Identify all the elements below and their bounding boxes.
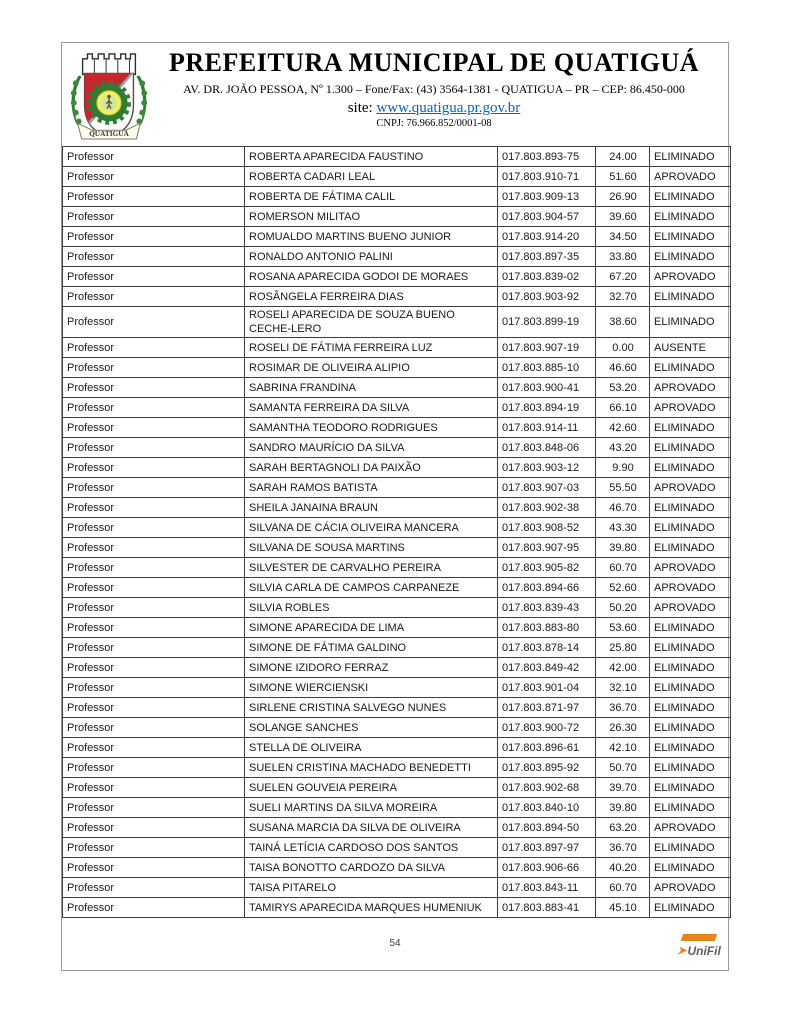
cell-candidate-name: ROSIMAR DE OLIVEIRA ALIPIO [245,358,498,378]
cell-status: ELIMINADO [650,287,731,307]
cell-score: 39.80 [596,798,650,818]
cell-position: Professor [63,207,245,227]
unifil-logo-text: UniFil [687,944,721,958]
cell-score: 46.60 [596,358,650,378]
cell-position: Professor [63,798,245,818]
cell-score: 60.70 [596,558,650,578]
cell-candidate-name: TAMIRYS APARECIDA MARQUES HUMENIUK [245,898,498,918]
cell-score: 39.60 [596,207,650,227]
cell-position: Professor [63,738,245,758]
cell-document-number: 017.803.839-02 [498,267,596,287]
site-label: site: [347,100,373,116]
document-page [61,42,729,971]
cell-document-number: 017.803.914-20 [498,227,596,247]
cell-candidate-name: SUELEN GOUVEIA PEREIRA [245,778,498,798]
cnpj-line: CNPJ: 76.966.852/0001-08 [376,118,492,129]
table-row [63,738,731,758]
cell-score: 39.70 [596,778,650,798]
table-row [63,458,731,478]
cell-document-number: 017.803.903-92 [498,287,596,307]
cell-score: 55.50 [596,478,650,498]
cell-position: Professor [63,267,245,287]
table-row [63,618,731,638]
cell-document-number: 017.803.894-50 [498,818,596,838]
cell-document-number: 017.803.903-12 [498,458,596,478]
cell-candidate-name: SARAH RAMOS BATISTA [245,478,498,498]
table-row [63,418,731,438]
cell-position: Professor [63,458,245,478]
cell-document-number: 017.803.904-57 [498,207,596,227]
cell-status: ELIMINADO [650,538,731,558]
cell-score: 43.30 [596,518,650,538]
cell-status: ELIMINADO [650,307,731,338]
cell-document-number: 017.803.905-82 [498,558,596,578]
cell-status: ELIMINADO [650,358,731,378]
table-row [63,798,731,818]
cell-document-number: 017.803.848-06 [498,438,596,458]
cell-candidate-name: ROBERTA DE FÁTIMA CALIL [245,187,498,207]
table-row [63,578,731,598]
cell-score: 46.70 [596,498,650,518]
table-row [63,498,731,518]
cell-candidate-name: SARAH BERTAGNOLI DA PAIXÃO [245,458,498,478]
cell-candidate-name: SILVANA DE SOUSA MARTINS [245,538,498,558]
table-row [63,227,731,247]
cell-status: APROVADO [650,558,731,578]
cell-score: 60.70 [596,878,650,898]
cell-candidate-name: SAMANTA FERREIRA DA SILVA [245,398,498,418]
cell-document-number: 017.803.883-41 [498,898,596,918]
cell-document-number: 017.803.897-97 [498,838,596,858]
cell-document-number: 017.803.885-10 [498,358,596,378]
cell-document-number: 017.803.895-92 [498,758,596,778]
cell-candidate-name: TAINÁ LETÍCIA CARDOSO DOS SANTOS [245,838,498,858]
cell-status: ELIMINADO [650,698,731,718]
cell-candidate-name: ROBERTA CADARI LEAL [245,167,498,187]
cell-candidate-name: SIMONE IZIDORO FERRAZ [245,658,498,678]
cell-position: Professor [63,758,245,778]
cell-position: Professor [63,898,245,918]
cell-document-number: 017.803.897-35 [498,247,596,267]
cell-status: ELIMINADO [650,858,731,878]
table-row [63,758,731,778]
cell-score: 50.20 [596,598,650,618]
cell-document-number: 017.803.894-19 [498,398,596,418]
table-row [63,638,731,658]
cell-status: ELIMINADO [650,638,731,658]
cell-score: 67.20 [596,267,650,287]
cell-score: 0.00 [596,338,650,358]
cell-document-number: 017.803.849-42 [498,658,596,678]
table-row [63,478,731,498]
cell-document-number: 017.803.840-10 [498,798,596,818]
cell-position: Professor [63,498,245,518]
cell-position: Professor [63,418,245,438]
cell-document-number: 017.803.902-38 [498,498,596,518]
cell-document-number: 017.803.907-95 [498,538,596,558]
cell-position: Professor [63,187,245,207]
cell-position: Professor [63,538,245,558]
site-link[interactable]: www.quatigua.pr.gov.br [376,100,521,116]
cell-position: Professor [63,398,245,418]
cell-score: 24.00 [596,147,650,167]
cell-document-number: 017.803.907-03 [498,478,596,498]
table-row [63,718,731,738]
document-footer [62,922,728,970]
cell-document-number: 017.803.843-11 [498,878,596,898]
cell-position: Professor [63,678,245,698]
cell-score: 42.60 [596,418,650,438]
table-row [63,698,731,718]
cell-candidate-name: SUELI MARTINS DA SILVA MOREIRA [245,798,498,818]
table-row [63,398,731,418]
cell-score: 39.80 [596,538,650,558]
quatigua-coat-of-arms-icon [65,46,153,144]
cell-score: 36.70 [596,698,650,718]
cell-document-number: 017.803.899-19 [498,307,596,338]
cell-status: ELIMINADO [650,618,731,638]
cell-candidate-name: SANDRO MAURÍCIO DA SILVA [245,438,498,458]
cell-status: ELIMINADO [650,418,731,438]
cell-document-number: 017.803.878-14 [498,638,596,658]
cell-position: Professor [63,378,245,398]
table-row [63,878,731,898]
cell-status: APROVADO [650,878,731,898]
cell-status: ELIMINADO [650,678,731,698]
cell-score: 45.10 [596,898,650,918]
cell-document-number: 017.803.900-72 [498,718,596,738]
cell-position: Professor [63,878,245,898]
cell-document-number: 017.803.896-61 [498,738,596,758]
cell-position: Professor [63,227,245,247]
cell-position: Professor [63,618,245,638]
cell-position: Professor [63,598,245,618]
cell-position: Professor [63,147,245,167]
cell-position: Professor [63,818,245,838]
cell-score: 42.10 [596,738,650,758]
cell-position: Professor [63,578,245,598]
cell-score: 26.90 [596,187,650,207]
cell-position: Professor [63,307,245,338]
cell-candidate-name: RONALDO ANTONIO PALINI [245,247,498,267]
unifil-chevron-icon: ➤ [677,944,687,957]
site-line [150,99,718,117]
cell-position: Professor [63,478,245,498]
cell-status: APROVADO [650,598,731,618]
unifil-banner-icon [681,934,717,941]
cell-position: Professor [63,858,245,878]
cell-document-number: 017.803.914-11 [498,418,596,438]
cell-status: ELIMINADO [650,438,731,458]
cell-score: 32.70 [596,287,650,307]
cell-candidate-name: ROSELI APARECIDA DE SOUZA BUENO CECHE-LERO [245,307,498,338]
cell-status: ELIMINADO [650,227,731,247]
cell-position: Professor [63,778,245,798]
document-header [62,43,728,146]
cell-status: ELIMINADO [650,458,731,478]
cell-candidate-name: SIMONE WIERCIENSKI [245,678,498,698]
cell-candidate-name: TAISA PITARELO [245,878,498,898]
cell-score: 40.20 [596,858,650,878]
cell-score: 34.50 [596,227,650,247]
cell-document-number: 017.803.839-43 [498,598,596,618]
table-row [63,678,731,698]
cell-document-number: 017.803.883-80 [498,618,596,638]
cell-candidate-name: SOLANGE SANCHES [245,718,498,738]
cell-candidate-name: ROSÂNGELA FERREIRA DIAS [245,287,498,307]
crest-banner-text: QUATIGUÁ [89,129,129,139]
cell-candidate-name: SILVIA ROBLES [245,598,498,618]
cell-score: 51.60 [596,167,650,187]
cell-document-number: 017.803.910-71 [498,167,596,187]
page-title: PREFEITURA MUNICIPAL DE QUATIGUÁ [168,48,700,77]
cell-candidate-name: SABRINA FRANDINA [245,378,498,398]
cell-position: Professor [63,638,245,658]
cell-status: APROVADO [650,398,731,418]
cell-candidate-name: SHEILA JANAINA BRAUN [245,498,498,518]
cell-document-number: 017.803.909-13 [498,187,596,207]
table-row [63,438,731,458]
cell-position: Professor [63,718,245,738]
cell-status: ELIMINADO [650,658,731,678]
table-row [63,358,731,378]
cell-status: ELIMINADO [650,187,731,207]
table-row [63,898,731,918]
cell-score: 33.80 [596,247,650,267]
cell-score: 66.10 [596,398,650,418]
cell-position: Professor [63,658,245,678]
table-row [63,838,731,858]
cell-status: ELIMINADO [650,207,731,227]
results-table [62,146,731,918]
table-row [63,518,731,538]
cell-candidate-name: SAMANTHA TEODORO RODRIGUES [245,418,498,438]
cell-candidate-name: SIRLENE CRISTINA SALVEGO NUNES [245,698,498,718]
cell-position: Professor [63,247,245,267]
table-row [63,558,731,578]
table-row [63,167,731,187]
cell-position: Professor [63,698,245,718]
cell-candidate-name: ROMUALDO MARTINS BUENO JUNIOR [245,227,498,247]
cell-score: 32.10 [596,678,650,698]
table-row [63,338,731,358]
table-row [63,378,731,398]
cell-status: APROVADO [650,267,731,287]
table-row [63,187,731,207]
cell-score: 53.60 [596,618,650,638]
table-row [63,818,731,838]
cell-status: ELIMINADO [650,778,731,798]
cell-candidate-name: SILVANA DE CÁCIA OLIVEIRA MANCERA [245,518,498,538]
cell-candidate-name: SILVIA CARLA DE CAMPOS CARPANEZE [245,578,498,598]
cell-status: APROVADO [650,378,731,398]
table-row [63,538,731,558]
cell-status: APROVADO [650,578,731,598]
cell-candidate-name: TAISA BONOTTO CARDOZO DA SILVA [245,858,498,878]
cell-status: ELIMINADO [650,738,731,758]
cell-status: APROVADO [650,818,731,838]
cell-document-number: 017.803.871-97 [498,698,596,718]
address-line: AV. DR. JOÃO PESSOA, Nº 1.300 – Fone/Fax: (43) 3564-1381 - QUATIGUA – PR – CEP: 86.450-000 [183,82,685,96]
cell-position: Professor [63,167,245,187]
cell-status: ELIMINADO [650,758,731,778]
cell-score: 53.20 [596,378,650,398]
cell-position: Professor [63,438,245,458]
cell-status: ELIMINADO [650,798,731,818]
cell-candidate-name: SUELEN CRISTINA MACHADO BENEDETTI [245,758,498,778]
cell-score: 52.60 [596,578,650,598]
cell-candidate-name: ROBERTA APARECIDA FAUSTINO [245,147,498,167]
cell-position: Professor [63,558,245,578]
cell-status: APROVADO [650,478,731,498]
cell-status: ELIMINADO [650,498,731,518]
cell-document-number: 017.803.901-04 [498,678,596,698]
cell-position: Professor [63,287,245,307]
cell-score: 63.20 [596,818,650,838]
cell-score: 26.30 [596,718,650,738]
cell-status: ELIMINADO [650,147,731,167]
unifil-logo [678,928,720,958]
cell-score: 42.00 [596,658,650,678]
table-row [63,858,731,878]
cell-candidate-name: SUSANA MARCIA DA SILVA DE OLIVEIRA [245,818,498,838]
cell-candidate-name: STELLA DE OLIVEIRA [245,738,498,758]
cell-position: Professor [63,518,245,538]
cell-document-number: 017.803.894-66 [498,578,596,598]
cell-score: 43.20 [596,438,650,458]
cell-document-number: 017.803.893-75 [498,147,596,167]
table-row [63,598,731,618]
table-row [63,267,731,287]
cell-document-number: 017.803.900-41 [498,378,596,398]
cell-score: 38.60 [596,307,650,338]
table-row [63,778,731,798]
cell-score: 50.70 [596,758,650,778]
cell-document-number: 017.803.902-68 [498,778,596,798]
table-row [63,287,731,307]
cell-status: AUSENTE [650,338,731,358]
cell-status: ELIMINADO [650,898,731,918]
table-row [63,207,731,227]
cell-status: APROVADO [650,167,731,187]
cell-candidate-name: SIMONE APARECIDA DE LIMA [245,618,498,638]
cell-candidate-name: ROMERSON MILITAO [245,207,498,227]
cell-document-number: 017.803.907-19 [498,338,596,358]
cell-candidate-name: ROSELI DE FÁTIMA FERREIRA LUZ [245,338,498,358]
table-row [63,307,731,338]
table-row [63,658,731,678]
cell-status: ELIMINADO [650,838,731,858]
cell-document-number: 017.803.906-66 [498,858,596,878]
table-row [63,247,731,267]
cell-position: Professor [63,338,245,358]
cell-status: ELIMINADO [650,247,731,267]
cell-score: 36.70 [596,838,650,858]
cell-score: 9.90 [596,458,650,478]
cell-position: Professor [63,838,245,858]
cell-candidate-name: SILVESTER DE CARVALHO PEREIRA [245,558,498,578]
page-number: 54 [389,938,401,949]
cell-status: ELIMINADO [650,718,731,738]
cell-score: 25.80 [596,638,650,658]
table-row [63,147,731,167]
cell-candidate-name: ROSANA APARECIDA GODOI DE MORAES [245,267,498,287]
cell-status: ELIMINADO [650,518,731,538]
cell-document-number: 017.803.908-52 [498,518,596,538]
cell-position: Professor [63,358,245,378]
cell-candidate-name: SIMONE DE FÁTIMA GALDINO [245,638,498,658]
